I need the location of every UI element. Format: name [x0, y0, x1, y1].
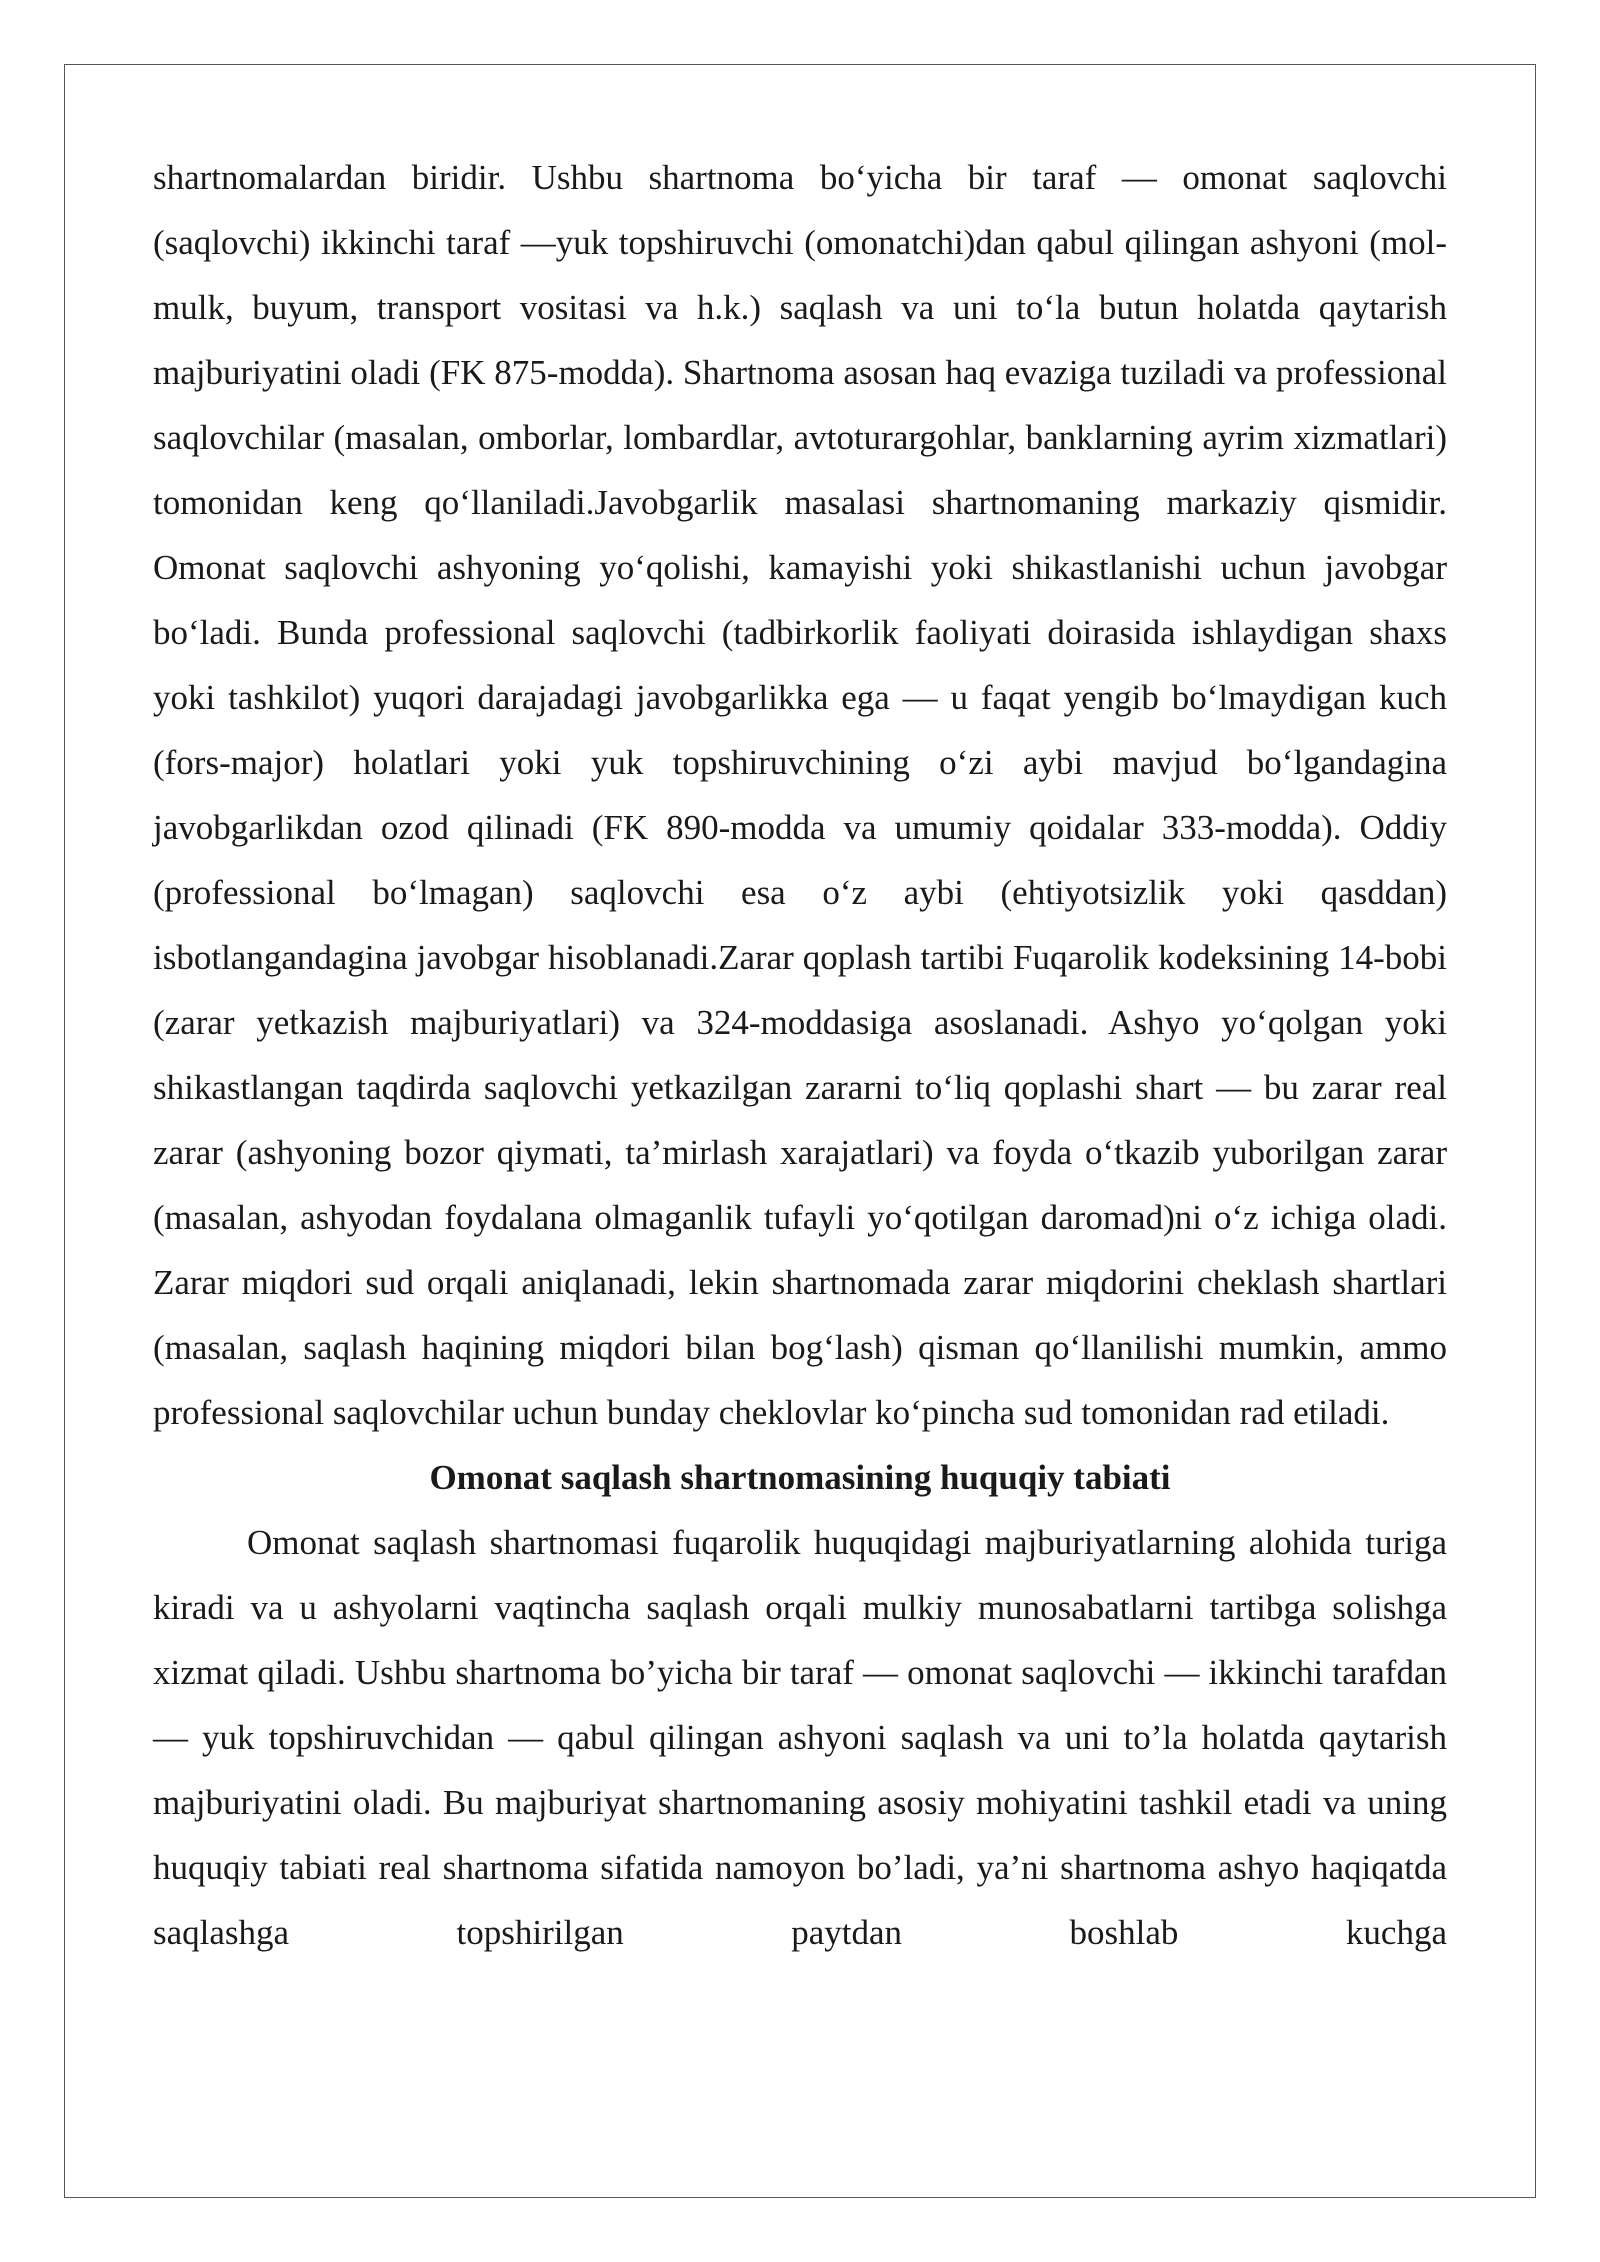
section-heading: Omonat saqlash shartnomasining huquqiy tabiati [429, 1458, 1171, 1497]
document-body [153, 145, 1447, 1965]
paragraph-legal-nature: Omonat saqlash shartnomasi fuqarolik huquqidagi majburiyatlarning alohida turiga kiradi va u ashyolarni vaqtincha saqlash orqali mulkiy munosabatlarni tartibga solishga xizmat qiladi. Ushbu shartnoma bo’yicha bir taraf — omonat saqlovchi — ikkinchi tarafdan — yuk topshiruvchidan — qabul qilingan ashyoni saqlash va uni to’la holatda qaytarish majburiyatini oladi. Bu majburiyat shartnomaning asosiy mohiyatini tashkil etadi va uning huquqiy tabiati real shartnoma sifatida namoyon bo’ladi, ya’ni shartnoma ashyo haqiqatda saqlashga topshirilgan paytdan boshlab kuchga [153, 1523, 1447, 1952]
paragraph-continued: shartnomalardan biridir. Ushbu shartnoma bo‘yicha bir taraf — omonat saqlovchi (saqlovchi) ikkinchi taraf —yuk topshiruvchi (omonatchi)dan qabul qilingan ashyoni (mol-mulk, buyum, transport vositasi va h.k.) saqlash va uni to‘la butun holatda qaytarish majburiyatini oladi (FK 875-modda). Shartnoma asosan haq evaziga tuziladi va professional saqlovchilar (masalan, omborlar, lombardlar, avtoturargohlar, banklarning ayrim xizmatlari) tomonidan keng qo‘llaniladi.Javobgarlik masalasi shartnomaning markaziy qismidir. Omonat saqlovchi ashyoning yo‘qolishi, kamayishi yoki shikastlanishi uchun javobgar bo‘ladi. Bunda professional saqlovchi (tadbirkorlik faoliyati doirasida ishlaydigan shaxs yoki tashkilot) yuqori darajadagi javobgarlikka ega — u faqat yengib bo‘lmaydigan kuch (fors-major) holatlari yoki yuk topshiruvchining o‘zi aybi mavjud bo‘lgandagina javobgarlikdan ozod qilinadi (FK 890-modda va umumiy qoidalar 333-modda). Oddiy (professional bo‘lmagan) saqlovchi esa o‘z aybi (ehtiyotsizlik yoki qasddan) isbotlangandagina javobgar hisoblanadi.Zarar qoplash tartibi Fuqarolik kodeksining 14-bobi (zarar yetkazish majburiyatlari) va 324-moddasiga asoslanadi. Ashyo yo‘qolgan yoki shikastlangan taqdirda saqlovchi yetkazilgan zararni to‘liq qoplashi shart — bu zarar real zarar (ashyoning bozor qiymati, ta’mirlash xarajatlari) va foyda o‘tkazib yuborilgan zarar (masalan, ashyodan foydalana olmaganlik tufayli yo‘qotilgan daromad)ni o‘z ichiga oladi. Zarar miqdori sud orqali aniqlanadi, lekin shartnomada zarar miqdorini cheklash shartlari (masalan, saqlash haqining miqdori bilan bog‘lash) qisman qo‘llanilishi mumkin, ammo professional saqlovchilar uchun bunday cheklovlar ko‘pincha sud tomonidan rad etiladi. [153, 158, 1447, 1432]
